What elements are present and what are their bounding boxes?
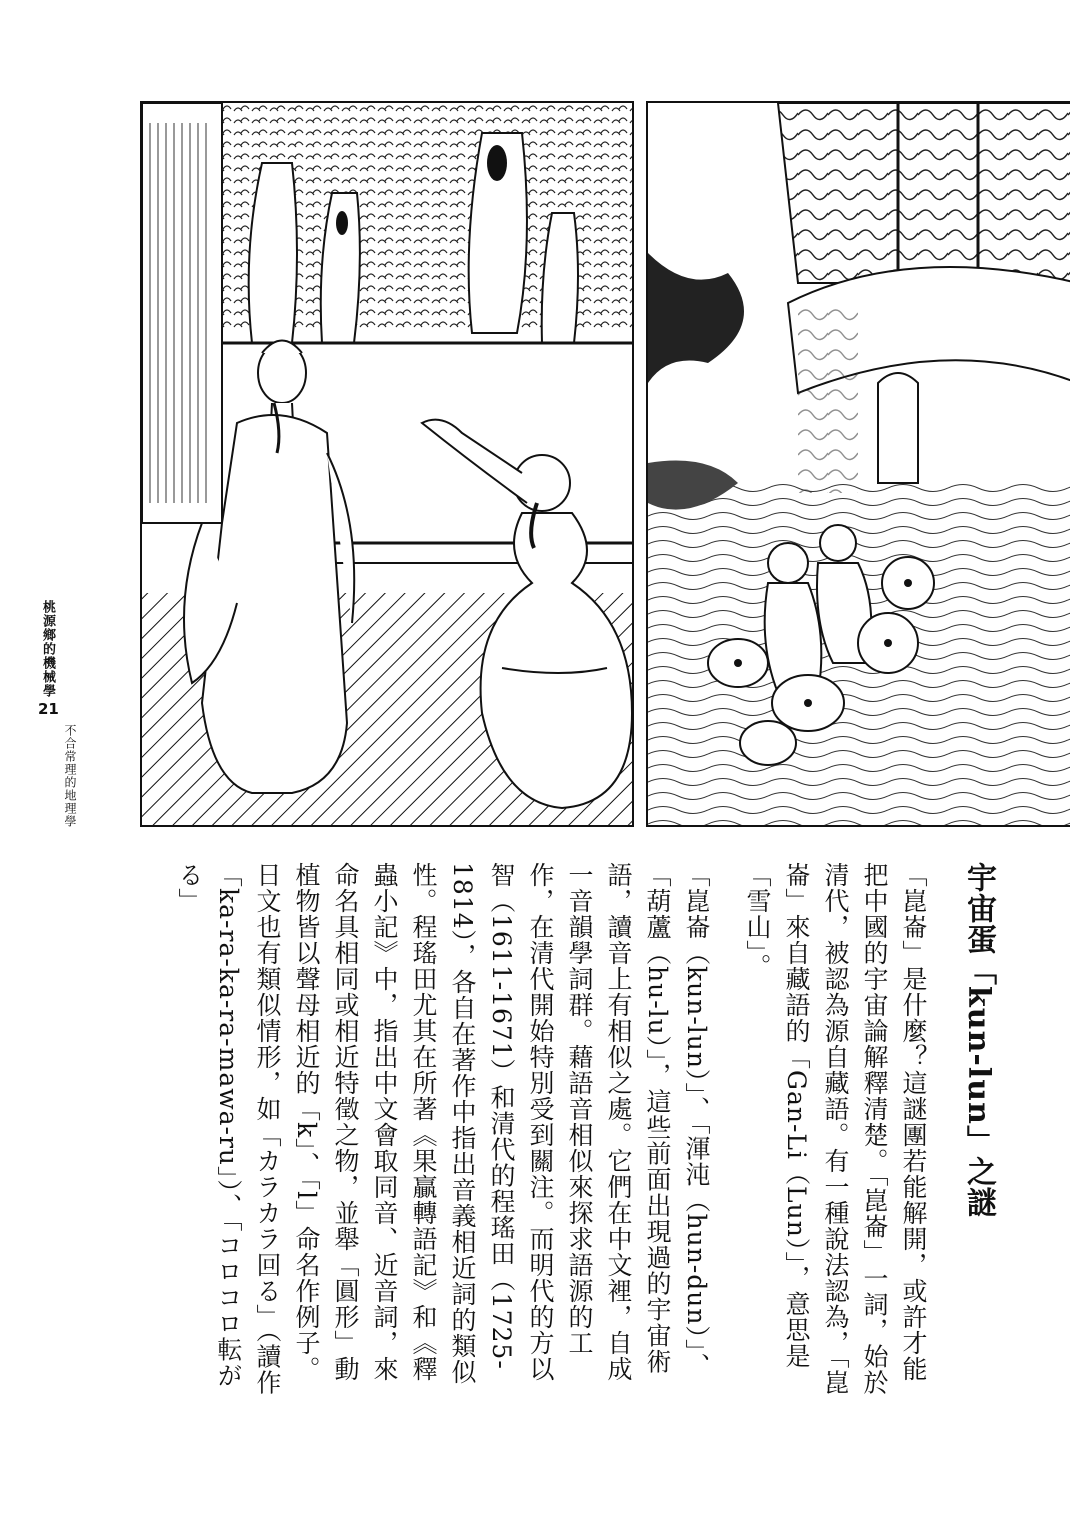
book-title: 桃源鄉的機械學 bbox=[40, 600, 55, 698]
paragraph-2: 「崑崙（kun-lun）」、「渾沌（hun-dun）」、「葫蘆（hu-lu）」，這些前面出現過的宇宙術語，讀音上有相似之處。它們在中文裡，自成一音韻學詞群。藉語音相似來探求語源的工作，在清代開始特別受到關注。而明代的方以智（1611-1671）和清代的程瑤田（1725-1814），各自在著作中指出音義相近詞的類似性。程瑤田尤其在所著《果贏轉語記》和《釋蟲小記》中，指出中文會取同音、近音詞，來命名具相同或相近特徵之物，並舉「圓形」動植物皆以聲母相近的「k」、「l」命名作例子。日文也有類似情形，如「カラカラ回る」（讀作「ka-ra-ka-ra-mawa-ru」）、「コロコロ転がる」 bbox=[175, 862, 711, 1396]
running-head bbox=[38, 600, 82, 900]
chapter-title: 不合常理的地理學 bbox=[63, 724, 77, 828]
illustration-left bbox=[140, 101, 634, 827]
body-text bbox=[170, 862, 998, 1402]
illustration-right bbox=[646, 101, 1070, 827]
paragraph-1: 「崑崙」是什麼？這謎團若能解開，或許才能把中國的宇宙論解釋清楚。「崑崙」一詞，始於清代，被認為源自藏語。有一種說法認為，「崑崙」來自藏語的「Gan-Li（Lun）」，意思是「雪山」。 bbox=[743, 862, 928, 1396]
page-number: 21 bbox=[38, 700, 59, 718]
ink-illustration-two-figures-icon bbox=[142, 103, 632, 825]
section-heading: 宇宙蛋「kun-lun」之謎 bbox=[961, 862, 996, 1218]
ink-illustration-gourds-courtyard-icon bbox=[648, 103, 1070, 825]
